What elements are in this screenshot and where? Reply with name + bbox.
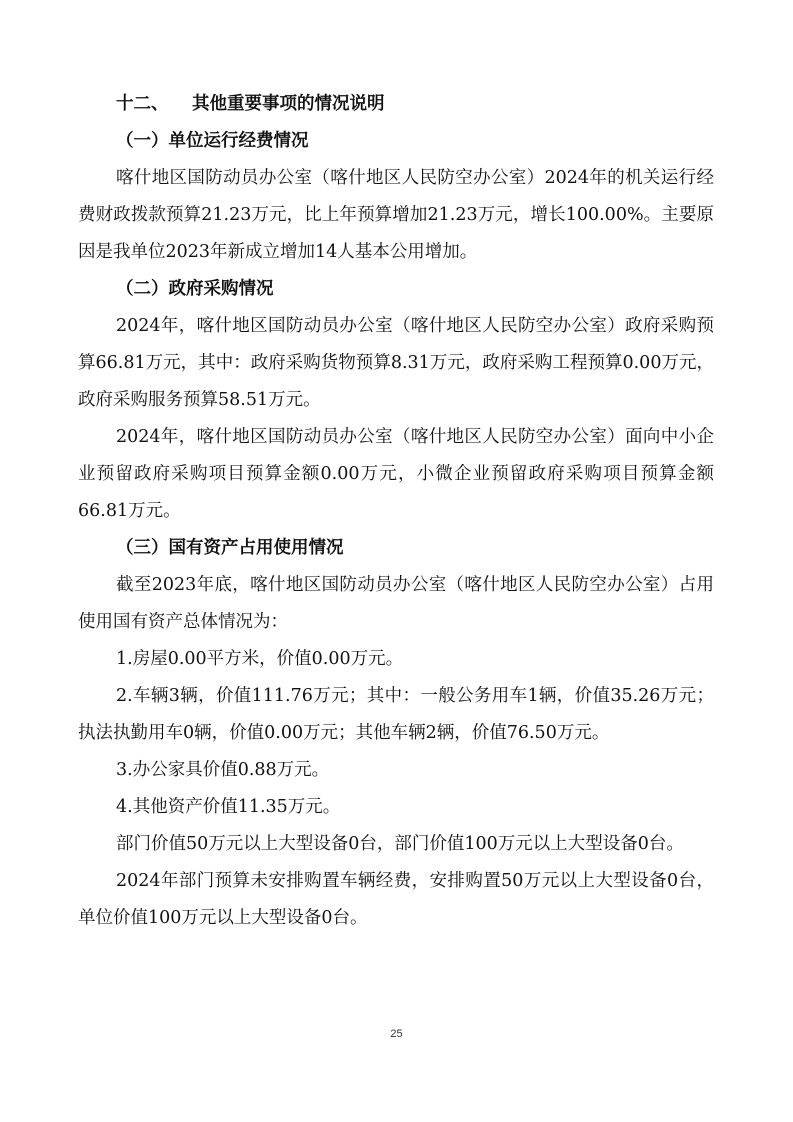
paragraph-assets-furniture: 3.办公家具价值0.88万元。 bbox=[116, 760, 330, 780]
paragraph-assets-overview: 截至2023年底，喀什地区国防动员办公室（喀什地区人民防空办公室）占用使用国有资产总体情况为： bbox=[78, 575, 714, 632]
paragraph-procurement-budget: 2024年，喀什地区国防动员办公室（喀什地区人民防空办公室）政府采购预算66.81万元，其中：政府采购货物预算8.31万元，政府采购工程预算0.00万元，政府采购服务预算58.51万元。 bbox=[78, 316, 714, 410]
paragraph-large-equipment: 部门价值50万元以上大型设备0台，部门价值100万元以上大型设备0台。 bbox=[116, 834, 684, 854]
page-content bbox=[78, 86, 714, 937]
section-title: 其他重要事项的情况说明 bbox=[192, 94, 385, 114]
paragraph-assets-housing: 1.房屋0.00平方米，价值0.00万元。 bbox=[116, 649, 404, 669]
subsection-heading-operating-costs: （一）单位运行经费情况 bbox=[116, 131, 309, 151]
section-heading bbox=[78, 86, 714, 123]
section-number: 十二、 bbox=[116, 94, 169, 114]
subsection-heading-state-assets: （三）国有资产占用使用情况 bbox=[116, 538, 344, 558]
page-number: 25 bbox=[390, 1028, 403, 1040]
paragraph-procurement-sme: 2024年，喀什地区国防动员办公室（喀什地区人民防空办公室）面向中小企业预留政府采购项目预算金额0.00万元，小微企业预留政府采购项目预算金额66.81万元。 bbox=[78, 427, 714, 521]
subsection-heading-procurement: （二）政府采购情况 bbox=[116, 279, 274, 299]
paragraph-assets-other: 4.其他资产价值11.35万元。 bbox=[116, 797, 341, 817]
paragraph-operating-costs: 喀什地区国防动员办公室（喀什地区人民防空办公室）2024年的机关运行经费财政拨款预算21.23万元，比上年预算增加21.23万元，增长100.00%。主要原因是我单位2023年新成立增加14人基本公用增加。 bbox=[78, 168, 714, 262]
paragraph-assets-vehicles: 2.车辆3辆，价值111.76万元；其中：一般公务用车1辆，价值35.26万元；执法执勤用车0辆，价值0.00万元；其他车辆2辆，价值76.50万元。 bbox=[78, 686, 714, 743]
paragraph-2024-purchases: 2024年部门预算未安排购置车辆经费，安排购置50万元以上大型设备0台，单位价值100万元以上大型设备0台。 bbox=[78, 871, 714, 928]
